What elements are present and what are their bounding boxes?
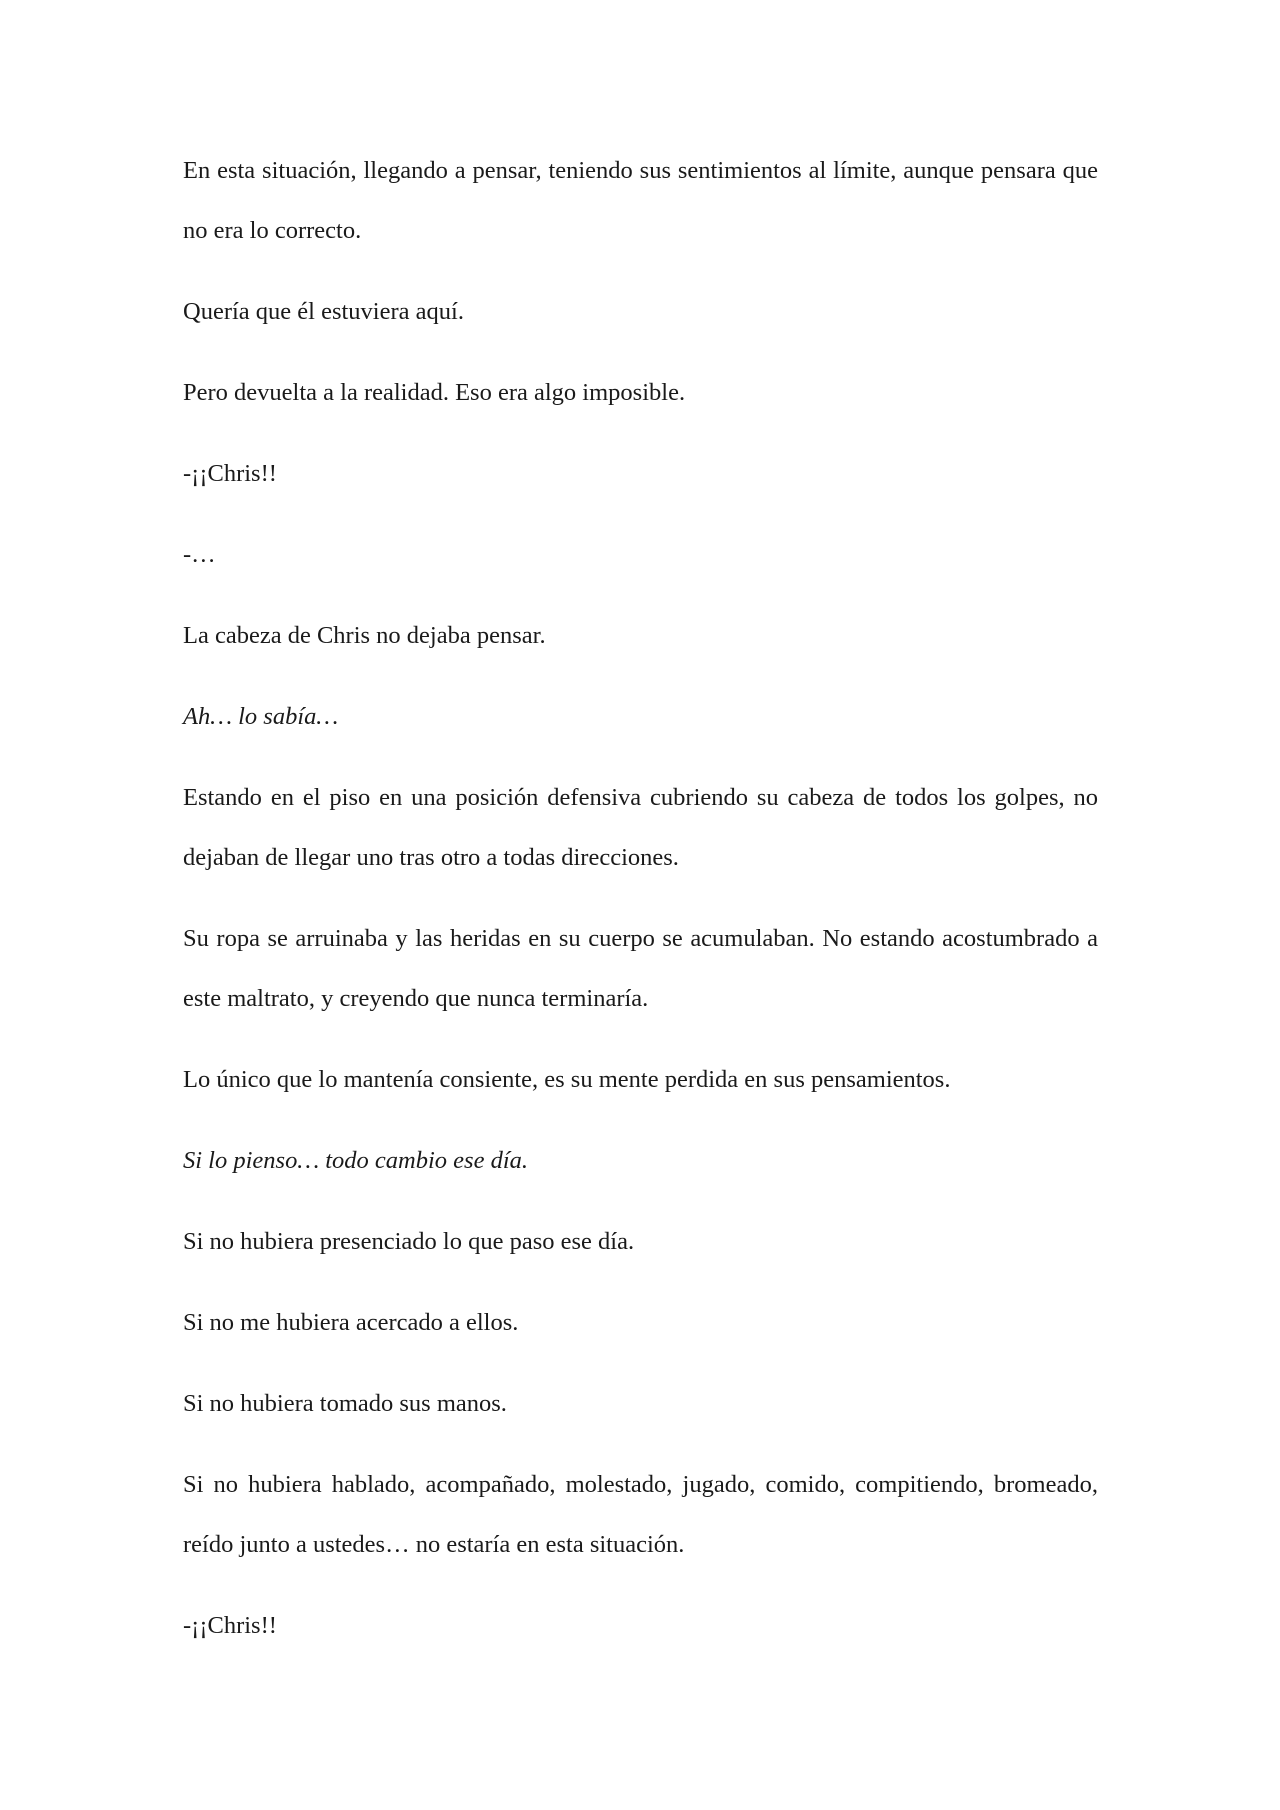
inner-thought: Si lo pienso… todo cambio ese día. xyxy=(183,1147,529,1174)
paragraph: Estando en el piso en una posición defensiva cubriendo su cabeza de todos los golpes, no dejaban de llegar uno tras otro a todas direcciones. xyxy=(183,784,1098,871)
paragraph: Si no hubiera hablado, acompañado, molestado, jugado, comido, compitiendo, bromeado, reído junto a ustedes… no estaría en esta situación. xyxy=(183,1471,1098,1558)
paragraph: Su ropa se arruinaba y las heridas en su cuerpo se acumulaban. No estando acostumbrado a este maltrato, y creyendo que nunca terminaría. xyxy=(183,925,1098,1012)
paragraph: Si no hubiera presenciado lo que paso ese día. xyxy=(183,1228,635,1255)
dialogue-line: -… xyxy=(183,541,216,568)
paragraph: Si no me hubiera acercado a ellos. xyxy=(183,1309,519,1336)
dialogue-line: -¡¡Chris!! xyxy=(183,460,277,487)
paragraph: En esta situación, llegando a pensar, teniendo sus sentimientos al límite, aunque pensara que no era lo correcto. xyxy=(183,157,1098,244)
paragraph: Pero devuelta a la realidad. Eso era algo imposible. xyxy=(183,379,686,406)
paragraph: Si no hubiera tomado sus manos. xyxy=(183,1390,507,1417)
paragraph: La cabeza de Chris no dejaba pensar. xyxy=(183,622,546,649)
paragraph: Lo único que lo mantenía consiente, es su mente perdida en sus pensamientos. xyxy=(183,1066,951,1093)
dialogue-line: -¡¡Chris!! xyxy=(183,1612,277,1639)
inner-thought: Ah… lo sabía… xyxy=(183,703,339,730)
body-text xyxy=(183,141,1098,1677)
paragraph: Quería que él estuviera aquí. xyxy=(183,298,464,325)
